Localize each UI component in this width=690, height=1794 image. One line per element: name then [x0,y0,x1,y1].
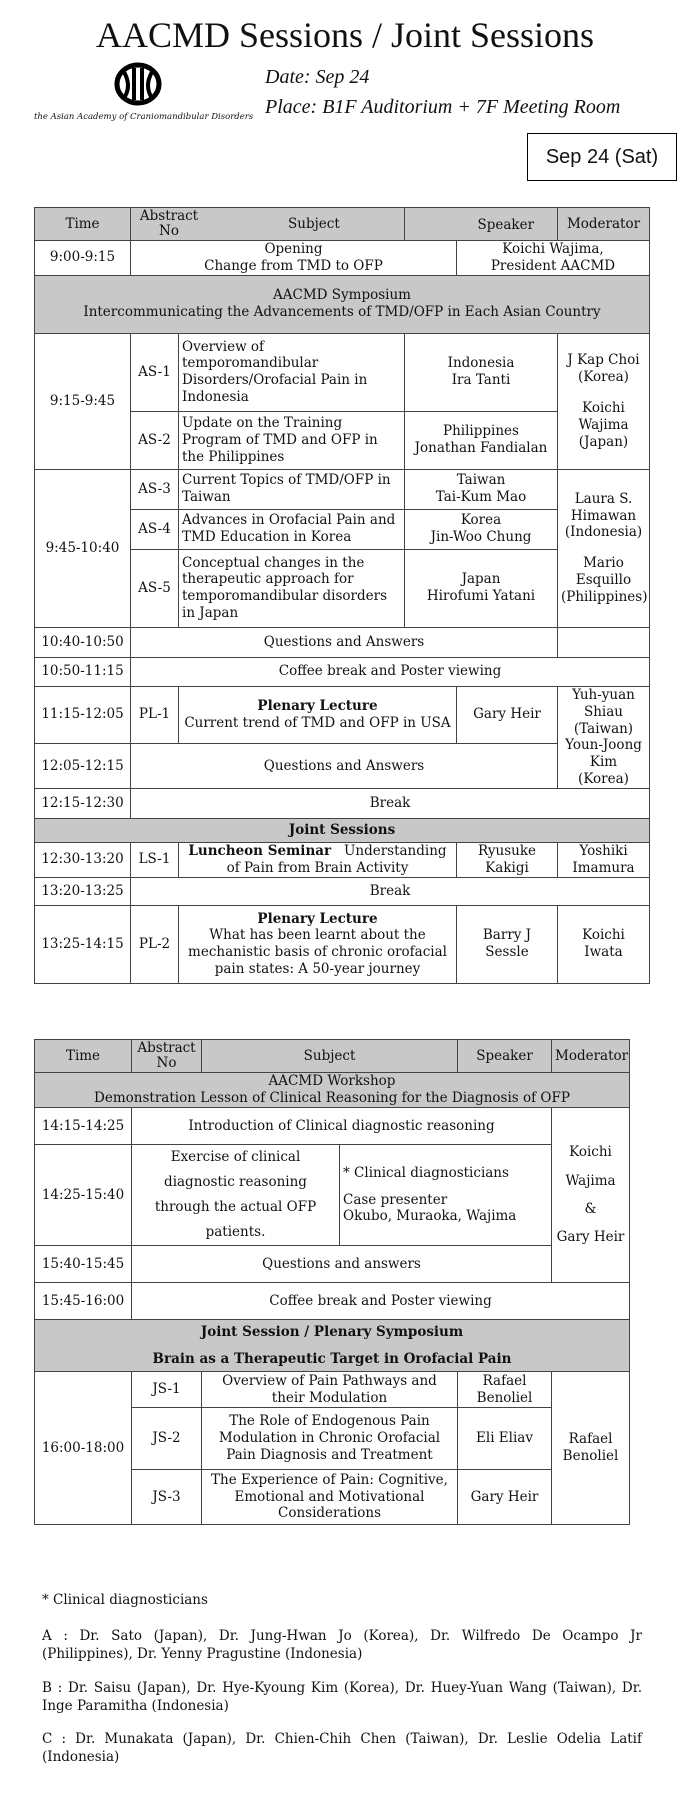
date-box: Sep 24 (Sat) [527,133,677,181]
header-moderator: Moderator [558,208,650,241]
js-subject: The Role of Endogenous Pain Modulation in Chronic Orofacial Pain Diagnosis and Treatment [202,1408,458,1470]
schedule-table-1 [34,207,650,984]
schedule-table-2 [34,1039,630,1525]
header-abstract-no: Abstract No [132,1040,202,1073]
time-js: 16:00-18:00 [35,1372,132,1525]
js-speaker: Rafael Benoliel [458,1372,552,1408]
time-block2: 9:45-10:40 [35,469,131,627]
session-subject: Update on the Training Program of TMD and OFP in the Philippines [179,411,405,469]
header-speaker: Speaker [458,1040,552,1073]
abstract-no: AS-3 [131,469,179,509]
pl1-speaker: Gary Heir [457,686,558,743]
notes-group-c: C : Dr. Munakata (Japan), Dr. Chien-Chih Chen (Taiwan), Dr. Leslie Odelia Latif (Indonesia) [42,1731,642,1765]
time-intro: 14:15-14:25 [35,1108,132,1145]
exercise-diagnosticians: * Clinical diagnosticians Case presenter Okubo, Muraoka, Wajima [340,1145,552,1246]
time-break1: 12:15-12:30 [35,789,131,819]
qa2-text: Questions and Answers [131,743,558,788]
js-moderator: Rafael Benoliel [552,1372,630,1525]
ls1-subject: Luncheon Seminar Understanding of Pain from Brain Activity [179,843,457,878]
header-time: Time [35,208,131,241]
notes-group-b: B : Dr. Saisu (Japan), Dr. Hye-Kyoung Kim (Korea), Dr. Huey-Yuan Wang (Taiwan), Dr. Inge Paramitha (Indonesia) [42,1680,642,1714]
logo-caption: the Asian Academy of Craniomandibular Disorders [34,112,254,122]
coffee1-text: Coffee break and Poster viewing [131,657,650,686]
js-subject: Overview of Pain Pathways and their Modulation [202,1372,458,1408]
time-opening: 9:00-9:15 [35,241,131,276]
abstract-no: PL-1 [131,686,179,743]
notes-title: * Clinical diagnosticians [42,1592,208,1608]
qa-text: Questions and answers [132,1246,552,1283]
qa1-text: Questions and Answers [131,627,558,657]
time-break2: 13:20-13:25 [35,877,131,905]
session-speaker: Korea Jin-Woo Chung [405,509,558,549]
break1-text: Break [131,789,650,819]
time-exercise: 14:25-15:40 [35,1145,132,1246]
session-speaker: Taiwan Tai-Kum Mao [405,469,558,509]
time-coffee1: 10:50-11:15 [35,657,131,686]
workshop-heading: AACMD Workshop Demonstration Lesson of Clinical Reasoning for the Diagnosis of OFP [35,1073,630,1108]
session-subject: Conceptual changes in the therapeutic approach for temporomandibular disorders in Japan [179,549,405,627]
abstract-no: LS-1 [131,843,179,878]
abstract-no: AS-4 [131,509,179,549]
time-coffee: 15:45-16:00 [35,1283,132,1320]
session-subject: Overview of temporomandibular Disorders/Orofacial Pain in Indonesia [179,333,405,411]
session-speaker: Philippines Jonathan Fandialan [405,411,558,469]
break2-text: Break [131,877,650,905]
header-abstract-no: Abstract No [131,208,405,241]
pl2-moderator: Koichi Iwata [558,905,650,983]
pl2-speaker: Barry J Sessle [457,905,558,983]
session-subject: Current Topics of TMD/OFP in Taiwan [179,469,405,509]
moderator-block2: Laura S. Himawan (Indonesia) Mario Esquillo (Philippines) [558,469,650,627]
header-moderator: Moderator [552,1040,630,1073]
time-qa1: 10:40-10:50 [35,627,131,657]
abstract-no: PL-2 [131,905,179,983]
header-subject: Subject [288,215,340,232]
abstract-no: JS-3 [132,1470,202,1525]
time-pl1: 11:15-12:05 [35,686,131,743]
time-ls1: 12:30-13:20 [35,843,131,878]
opening-subject: Opening Change from TMD to OFP [131,241,457,276]
plenary-symposium-heading: Joint Session / Plenary Symposium Brain as a Therapeutic Target in Orofacial Pain [35,1320,630,1372]
header-speaker: Subject Speaker [405,208,558,241]
symposium-heading: AACMD Symposium Intercommunicating the Advancements of TMD/OFP in Each Asian Country [35,275,650,333]
ls1-moderator: Yoshiki Imamura [558,843,650,878]
coffee-text: Coffee break and Poster viewing [132,1283,630,1320]
intro-text: Introduction of Clinical diagnostic reasoning [132,1108,552,1145]
pl1-subject: Plenary Lecture Current trend of TMD and OFP in USA [179,686,457,743]
header-subject: Subject [202,1040,458,1073]
page-title: AACMD Sessions / Joint Sessions [95,15,595,55]
abstract-no: JS-1 [132,1372,202,1408]
abstract-no: AS-2 [131,411,179,469]
time-block1: 9:15-9:45 [35,333,131,469]
workshop-moderator: Koichi Wajima & Gary Heir [552,1108,630,1283]
place-line: Place: B1F Auditorium + 7F Meeting Room [265,96,621,118]
session-subject: Advances in Orofacial Pain and TMD Education in Korea [179,509,405,549]
session-speaker: Indonesia Ira Tanti [405,333,558,411]
session-speaker: Japan Hirofumi Yatani [405,549,558,627]
time-qa: 15:40-15:45 [35,1246,132,1283]
exercise-text: Exercise of clinical diagnostic reasoning through the actual OFP patients. [132,1145,340,1246]
joint-sessions-heading: Joint Sessions [35,819,650,843]
date-line: Date: Sep 24 [265,66,370,88]
moderator-block1: J Kap Choi (Korea) Koichi Wajima (Japan) [558,333,650,469]
pl2-subject: Plenary Lecture What has been learnt about the mechanistic basis of chronic orofacial pain states: A 50-year journey [179,905,457,983]
js-speaker: Eli Eliav [458,1408,552,1470]
abstract-no: JS-2 [132,1408,202,1470]
aacmd-logo [34,62,254,132]
ls1-speaker: Ryusuke Kakigi [457,843,558,878]
abstract-no: AS-1 [131,333,179,411]
abstract-no: AS-5 [131,549,179,627]
time-qa2: 12:05-12:15 [35,743,131,788]
moderator-pl1: Yuh-yuan Shiau (Taiwan) Youn-Joong Kim (Korea) [558,686,650,788]
opening-speaker: Koichi Wajima, President AACMD [457,241,650,276]
aacmd-logo-icon [114,62,162,106]
header-time: Time [35,1040,132,1073]
js-speaker: Gary Heir [458,1470,552,1525]
notes-group-a: A : Dr. Sato (Japan), Dr. Jung-Hwan Jo (Korea), Dr. Wilfredo De Ocampo Jr (Philippines), Dr. Yenny Pragustine (Indonesia) [42,1628,642,1662]
js-subject: The Experience of Pain: Cognitive, Emotional and Motivational Considerations [202,1470,458,1525]
time-pl2: 13:25-14:15 [35,905,131,983]
